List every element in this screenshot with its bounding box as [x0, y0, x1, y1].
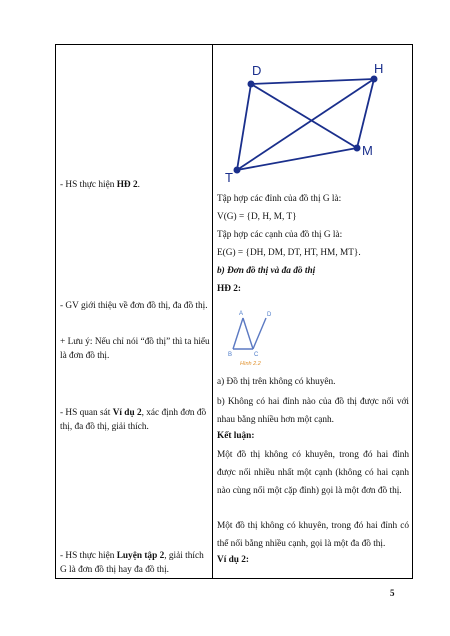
lt2-text: - HS thực hiện — [60, 551, 117, 561]
hd2-heading: HĐ 2: — [217, 284, 242, 294]
left-gv-intro: - GV giới thiệu về đơn đồ thị, đa đồ thị. — [60, 301, 208, 311]
example-2-heading: Ví dụ 2: — [217, 555, 250, 565]
conclusion-heading: Kết luận: — [217, 431, 255, 441]
label-t: T — [225, 170, 233, 185]
edge-ht — [237, 79, 374, 170]
left-note: + Lưu ý: Nếu chỉ nói “đồ thị” thì ta hiểu là đơn đồ thị. — [60, 337, 210, 361]
label-m: M — [362, 143, 373, 158]
label-h: H — [374, 61, 384, 76]
answer-a: a) Đồ thị trên không có khuyên. — [217, 377, 336, 387]
hd2-bold: HĐ 2 — [116, 180, 138, 190]
vertex-t — [234, 167, 241, 174]
vd2-text: - HS quan sát — [60, 408, 113, 418]
edge-ac — [243, 318, 253, 349]
edge-cd — [253, 318, 266, 349]
vd2-bold: Ví dụ 2 — [112, 408, 142, 418]
vertex-m — [354, 145, 361, 152]
left-lt2-activity — [60, 549, 210, 577]
edge-ab — [233, 318, 243, 349]
edge-set-label: Tập hợp các cạnh của đồ thị G là: — [217, 230, 343, 240]
vertex-set-label: Tập hợp các đỉnh của đồ thị G là: — [217, 194, 342, 204]
lesson-table — [55, 44, 413, 579]
vertex-set: V(G) = {D, H, M, T} — [217, 212, 297, 222]
small-label-c: C — [254, 352, 259, 358]
vertex-h — [371, 76, 378, 83]
vertex-d — [248, 81, 255, 88]
small-label-b: B — [228, 352, 233, 358]
answer-b: b) Không có hai đỉnh nào của đồ thị được nối với nhau bằng nhiều hơn một cạnh. — [217, 397, 409, 425]
hd2-text: - HS thực hiện — [60, 180, 117, 190]
lt2-bold: Luyện tập 2 — [116, 551, 165, 561]
edge-dt — [237, 84, 251, 170]
conclusion-multigraph: Một đồ thị không có khuyên, trong đó hai đỉnh có thể nối bằng nhiều cạnh, gọi là một đa đồ thị. — [217, 521, 409, 549]
section-b-heading: b) Đơn đồ thị và đa đồ thị — [217, 266, 316, 276]
graph-figure — [221, 59, 391, 187]
hd2-suffix: . — [137, 180, 140, 190]
small-label-d: D — [267, 312, 272, 318]
column-divider — [212, 45, 213, 578]
small-graph-figure — [226, 307, 306, 369]
left-vd2-activity — [60, 406, 210, 434]
edge-dm — [251, 84, 357, 148]
figure-caption: Hình 2.2 — [240, 361, 261, 367]
edge-set: E(G) = {DH, DM, DT, HT, HM, MT}. — [217, 248, 361, 258]
edge-dh — [251, 79, 374, 84]
left-hd2-activity — [60, 178, 210, 192]
vd2-suffix: , xác định đơn đồ thị, đa đồ thị, giải thích. — [60, 408, 207, 432]
lt2-suffix: , giải thích G là đơn đồ thị hay đa đồ thị. — [60, 551, 204, 575]
conclusion-simple-graph: Một đồ thị không có khuyên, trong đó hai đỉnh được nối nhiều nhất một cạnh (không có hai cạnh nào cùng nối một cặp đỉnh) gọi là một đơn đồ thị. — [217, 450, 409, 496]
small-label-a: A — [239, 311, 244, 317]
label-d: D — [252, 63, 262, 78]
page-number: 5 — [390, 588, 395, 598]
